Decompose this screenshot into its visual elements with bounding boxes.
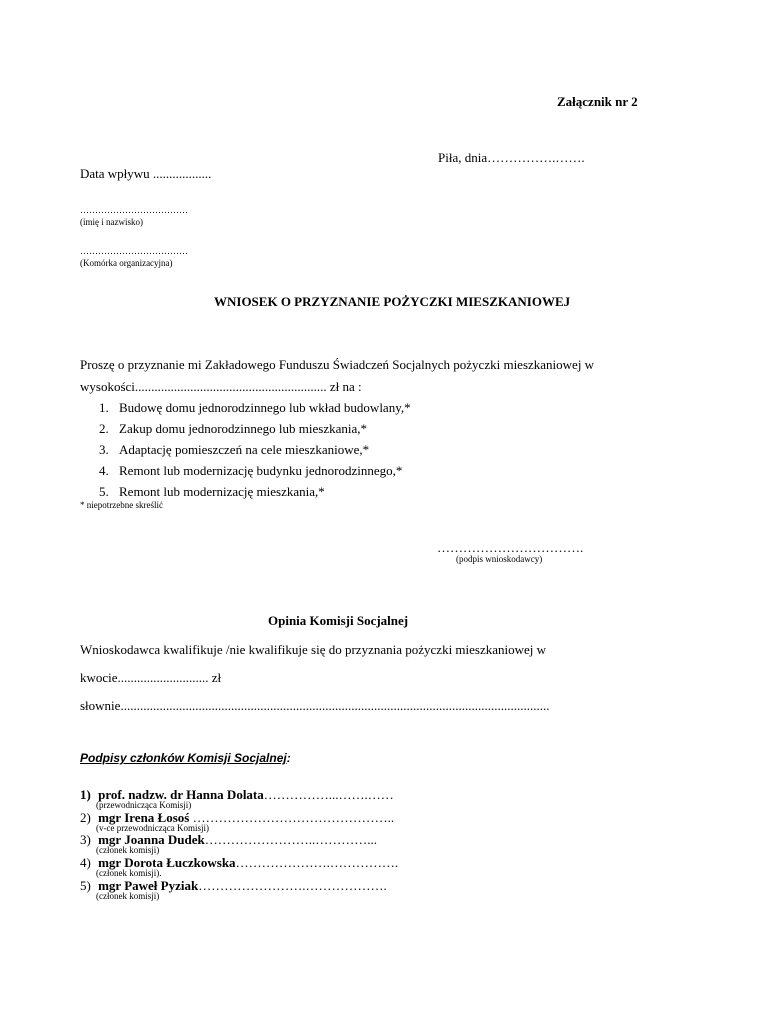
committee-heading <box>80 751 291 765</box>
member-number: 1) <box>80 787 91 802</box>
amount-words-field: słownie.................................................................................................................................... <box>80 698 550 713</box>
name-dots: ……………………………… <box>80 205 188 215</box>
place-date-field: Piła, dnia…………….……. <box>438 150 585 165</box>
list-item-text: Remont lub modernizację budynku jednorodzinnego,* <box>119 463 403 478</box>
applicant-signature-dots: ……………………………. <box>437 540 584 555</box>
list-item-number: 5. <box>99 484 109 499</box>
document-title: WNIOSEK O PRZYZNANIE POŻYCZKI MIESZKANIOWEJ <box>214 294 571 309</box>
opinion-heading: Opinia Komisji Socjalnej <box>268 613 409 628</box>
member-role: (członek komisji) <box>96 845 160 855</box>
list-item <box>0 484 600 500</box>
signature-dots: ………………….……………. <box>235 855 399 870</box>
list-item <box>0 421 600 437</box>
signature-dots: ……………...…….…… <box>263 787 394 802</box>
unit-caption: (Komórka organizacyjna) <box>80 258 173 268</box>
list-item <box>0 442 600 458</box>
signature-dots: …………………….………………. <box>198 878 387 893</box>
list-item-number: 2. <box>99 421 109 436</box>
list-item-number: 4. <box>99 463 109 478</box>
member-number: 5) <box>80 878 91 893</box>
unit-dots: ……………………………… <box>80 246 188 256</box>
list-item-number: 3. <box>99 442 109 457</box>
receipt-date-field: Data wpływu .................. <box>80 166 212 181</box>
committee-heading-text: Podpisy członków Komisji Socjalnej <box>80 751 287 765</box>
name-caption: (imię i nazwisko) <box>80 217 143 227</box>
member-role: (członek komisji) <box>96 891 160 901</box>
signature-dots: ……………………………………….. <box>189 810 395 825</box>
opinion-line-1: Wnioskodawca kwalifikuje /nie kwalifikuje się do przyznania pożyczki mieszkaniowej w <box>80 642 547 657</box>
member-name: mgr Paweł Pyziak <box>98 878 199 893</box>
applicant-signature-caption: (podpis wnioskodawcy) <box>456 554 543 564</box>
member-name: prof. nadzw. dr Hanna Dolata <box>98 787 264 802</box>
request-line-2: wysokości........................................................... zł na : <box>80 379 362 394</box>
list-item <box>0 463 600 479</box>
member-role: (członek komisji). <box>96 868 162 878</box>
member-name: mgr Dorota Łuczkowska <box>98 855 236 870</box>
member-role: (v-ce przewodnicząca Komisji) <box>96 823 209 833</box>
signature-dots: ……………………..…………... <box>204 832 378 847</box>
list-item-text: Zakup domu jednorodzinnego lub mieszkania,* <box>119 421 368 436</box>
footnote: * niepotrzebne skreślić <box>80 500 163 510</box>
attachment-number: Załącznik nr 2 <box>557 94 638 109</box>
member-number: 3) <box>80 832 91 847</box>
request-line-1: Proszę o przyznanie mi Zakładowego Funduszu Świadczeń Socjalnych pożyczki mieszkaniowej w <box>80 357 595 372</box>
member-number: 4) <box>80 855 91 870</box>
list-item-number: 1. <box>99 400 109 415</box>
list-item-text: Adaptację pomieszczeń na cele mieszkaniowe,* <box>119 442 370 457</box>
member-name: mgr Irena Łosoś <box>98 810 190 825</box>
committee-heading-colon: : <box>286 751 291 765</box>
member-role: (przewodnicząca Komisji) <box>96 800 192 810</box>
list-item <box>0 400 600 416</box>
amount-field: kwocie............................ zł <box>80 670 222 685</box>
member-name: mgr Joanna Dudek <box>98 832 205 847</box>
list-item-text: Remont lub modernizację mieszkania,* <box>119 484 325 499</box>
list-item-text: Budowę domu jednorodzinnego lub wkład budowlany,* <box>119 400 411 415</box>
member-number: 2) <box>80 810 91 825</box>
